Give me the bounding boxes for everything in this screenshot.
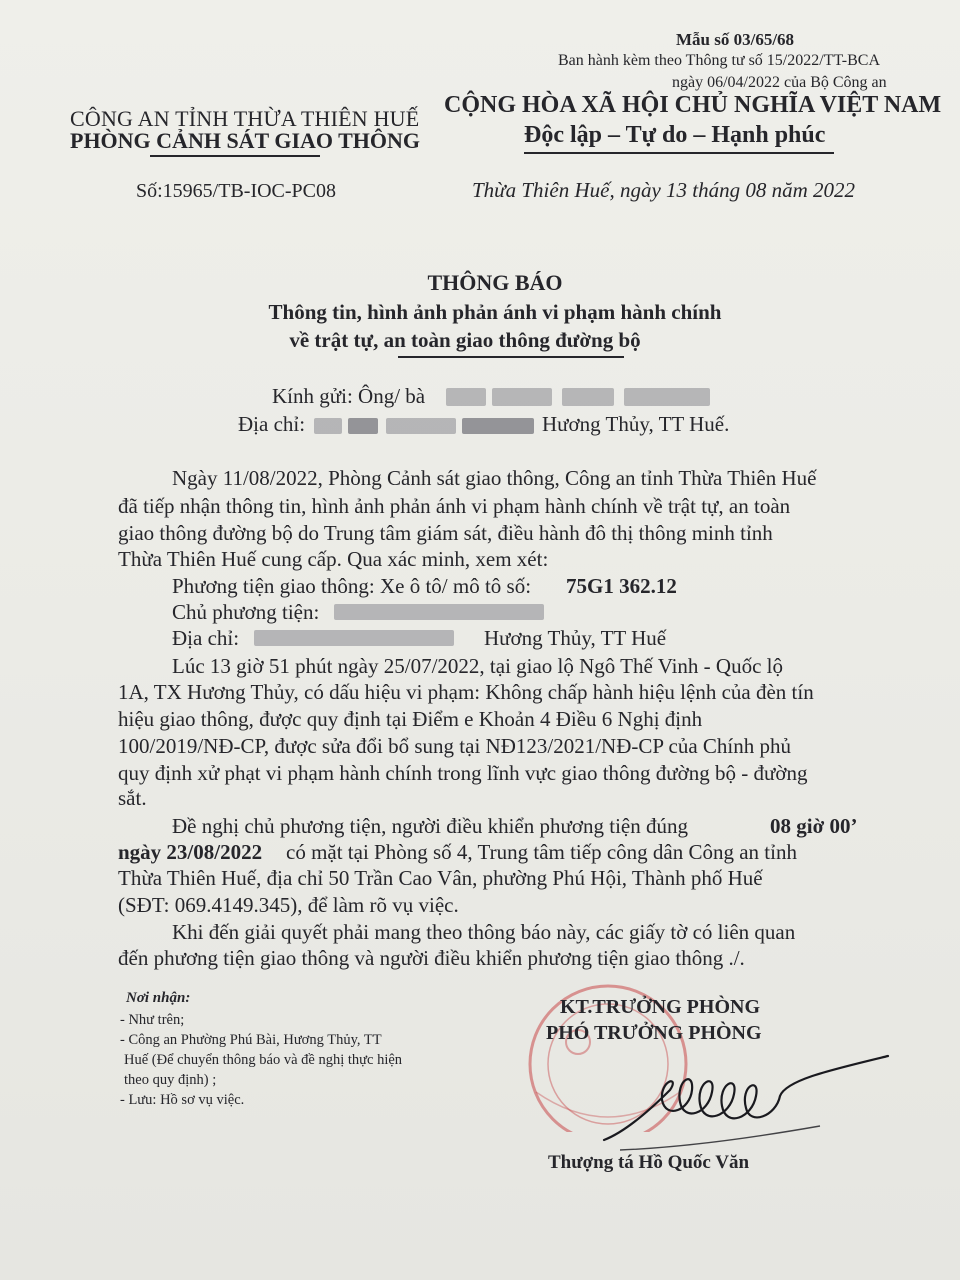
agency-name: CÔNG AN TỈNH THỪA THIÊN HUẾ bbox=[70, 106, 420, 131]
license-plate: 75G1 362.12 bbox=[566, 574, 677, 598]
recipient-line-5: - Lưu: Hồ sơ vụ việc. bbox=[120, 1092, 245, 1108]
redacted-address-part bbox=[348, 418, 378, 434]
form-number: Mẫu số 03/65/68 bbox=[676, 30, 795, 49]
redacted-owner-name bbox=[334, 604, 544, 620]
redacted-address-part bbox=[386, 418, 456, 434]
greeting-label: Kính gửi: Ông/ bà bbox=[272, 384, 426, 408]
paragraph-1-line-1: Ngày 11/08/2022, Phòng Cảnh sát giao thông, Công an tỉnh Thừa Thiên Huế bbox=[172, 466, 817, 490]
owner-label: Chủ phương tiện: bbox=[172, 600, 320, 624]
signature-role-2: PHÓ TRƯỞNG PHÒNG bbox=[546, 1022, 762, 1044]
paragraph-4-line-2: đến phương tiện giao thông và người điều khiển phương tiện giao thông ./. bbox=[118, 946, 745, 970]
recipient-line-2: - Công an Phường Phú Bài, Hương Thủy, TT bbox=[120, 1032, 382, 1048]
owner-address-tail: Hương Thủy, TT Huế bbox=[484, 626, 667, 650]
paragraph-2-line-4: 100/2019/NĐ-CP, được sửa đổi bổ sung tại NĐ123/2021/NĐ-CP của Chính phủ bbox=[118, 734, 791, 758]
paragraph-1-line-2: đã tiếp nhận thông tin, hình ảnh phản ánh vi phạm hành chính về trật tự, an toàn bbox=[118, 494, 791, 518]
paragraph-2-line-3: hiệu giao thông, được quy định tại Điểm e Khoản 4 Điều 6 Nghị định bbox=[118, 707, 703, 731]
document-subtitle-2: về trật tự, an toàn giao thông đường bộ bbox=[289, 328, 641, 352]
redacted-owner-address bbox=[254, 630, 454, 646]
paragraph-3-line-4: (SĐT: 069.4149.345), để làm rõ vụ việc. bbox=[118, 893, 459, 917]
redacted-name-part bbox=[624, 388, 710, 406]
paragraph-1-line-3: giao thông đường bộ do Trung tâm giám sát, điều hành đô thị thông minh tỉnh bbox=[118, 521, 773, 545]
paragraph-2-line-2: 1A, TX Hương Thủy, có dấu hiệu vi phạm: Không chấp hành hiệu lệnh của đèn tín bbox=[118, 680, 814, 704]
redacted-name-part bbox=[446, 388, 486, 406]
department-underline bbox=[150, 155, 320, 157]
redacted-address-part bbox=[462, 418, 534, 434]
recipient-line-3: Huế (Để chuyển thông báo và đề nghị thực hiện bbox=[124, 1052, 403, 1068]
document-number: Số:15965/TB-IOC-PC08 bbox=[136, 180, 337, 202]
signer-name: Thượng tá Hồ Quốc Văn bbox=[548, 1152, 750, 1173]
paragraph-2-line-5: quy định xử phạt vi phạm hành chính trong lĩnh vực giao thông đường bộ - đường bbox=[118, 761, 808, 785]
vehicle-label: Phương tiện giao thông: Xe ô tô/ mô tô số: bbox=[172, 574, 532, 598]
signature-role-1: KT.TRƯỞNG PHÒNG bbox=[560, 996, 760, 1018]
issued-with-line-2: ngày 06/04/2022 của Bộ Công an bbox=[672, 74, 887, 91]
paragraph-3-line-2: có mặt tại Phòng số 4, Trung tâm tiếp công dân Công an tỉnh bbox=[286, 840, 797, 864]
appointment-date: ngày 23/08/2022 bbox=[118, 840, 263, 864]
redacted-name-part bbox=[492, 388, 552, 406]
redacted-address-part bbox=[314, 418, 342, 434]
recipient-line-4: theo quy định) ; bbox=[124, 1072, 217, 1088]
paragraph-4-line-1: Khi đến giải quyết phải mang theo thông báo này, các giấy tờ có liên quan bbox=[172, 920, 796, 944]
paragraph-3-line-1: Đề nghị chủ phương tiện, người điều khiển phương tiện đúng bbox=[172, 814, 688, 838]
appointment-time: 08 giờ 00’ bbox=[770, 814, 858, 838]
redacted-name-part bbox=[562, 388, 614, 406]
paragraph-3-line-3: Thừa Thiên Huế, địa chỉ 50 Trần Cao Vân, phường Phú Hội, Thành phố Huế bbox=[118, 866, 763, 890]
paragraph-2-line-6: sắt. bbox=[118, 786, 147, 810]
department-name: PHÒNG CẢNH SÁT GIAO THÔNG bbox=[70, 128, 421, 153]
national-motto: Độc lập – Tự do – Hạnh phúc bbox=[524, 122, 826, 148]
address-label: Địa chỉ: bbox=[238, 412, 306, 436]
issued-with-line-1: Ban hành kèm theo Thông tư số 15/2022/TT-BCA bbox=[558, 52, 880, 69]
document-subtitle-1: Thông tin, hình ảnh phản ánh vi phạm hành chính bbox=[268, 300, 722, 324]
document-title: THÔNG BÁO bbox=[427, 270, 563, 295]
paragraph-2-line-1: Lúc 13 giờ 51 phút ngày 25/07/2022, tại giao lộ Ngô Thế Vinh - Quốc lộ bbox=[172, 654, 783, 678]
motto-underline bbox=[524, 152, 834, 154]
paragraph-1-line-4: Thừa Thiên Huế cung cấp. Qua xác minh, xem xét: bbox=[118, 547, 549, 571]
recipients-title: Nơi nhận: bbox=[126, 990, 191, 1006]
owner-address-label: Địa chỉ: bbox=[172, 626, 240, 650]
title-underline bbox=[398, 356, 624, 358]
place-and-date: Thừa Thiên Huế, ngày 13 tháng 08 năm 2022 bbox=[472, 178, 856, 202]
recipient-line-1: - Như trên; bbox=[120, 1012, 185, 1028]
address-tail: Hương Thủy, TT Huế. bbox=[542, 412, 730, 436]
national-title: CỘNG HÒA XÃ HỘI CHỦ NGHĨA VIỆT NAM bbox=[444, 92, 942, 118]
